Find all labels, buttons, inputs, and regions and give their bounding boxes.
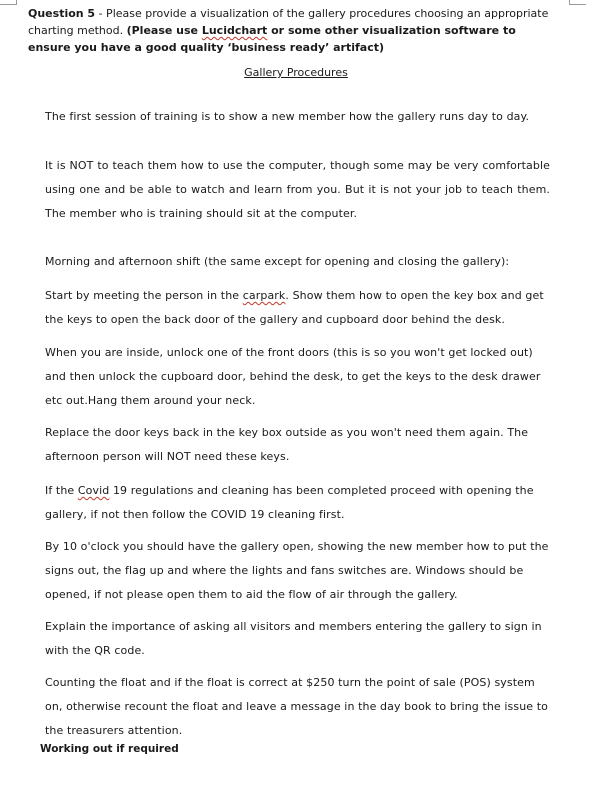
paragraph-qr-code: Explain the importance of asking all visitors and members entering the gallery to sign in with the QR code. [45,620,542,657]
page-corner-mark-left [0,0,17,5]
question-instruction-start: (Please use [126,24,202,37]
question-prompt [28,5,558,56]
paragraph-float: Counting the float and if the float is correct at $250 turn the point of sale (POS) system on, otherwise recount the float and leave a message in the day book to bring the issue to the treasurers attention. [45,676,548,737]
paragraph-covid-end: 19 regulations and cleaning has been completed proceed with opening the gallery, if not then follow the COVID 19 cleaning first. [45,484,534,521]
paragraph-covid-start: If the [45,484,78,497]
spellcheck-word-lucidchart: Lucidchart [201,24,268,37]
question-instruction-end: or some other visualization software to ensure you have a good quality ‘business ready’ artifact) [28,24,516,54]
document-title-text: Gallery Procedures [244,66,348,79]
paragraph-not-computer: It is NOT to teach them how to use the computer, though some may be very comfortable using one and be able to watch and learn from you. But it is not your job to teach them. The member who is training should sit at the computer. [45,159,550,220]
document-title [0,66,592,79]
paragraph-covid [45,479,550,527]
paragraph-inside: When you are inside, unlock one of the front doors (this is so you won't get locked out) and then unlock the cupboard door, behind the desk, to get the keys to the desk drawer etc out.Hang them around your neck. [45,346,541,407]
question-number: Question 5 [28,7,96,20]
paragraph-carpark-start: Start by meeting the person in the [45,289,243,302]
spellcheck-word-covid: Covid [77,484,110,497]
paragraph-carpark-end: . Show them how to open the key box and get the keys to open the back door of the gallery and cupboard door behind the desk. [45,289,544,326]
paragraph-shift-heading: Morning and afternoon shift (the same except for opening and closing the gallery): [45,255,510,268]
question-text: - Please provide a visualization of the gallery procedures choosing an appropriate charting method. [28,7,549,37]
paragraph-first-session: The first session of training is to show a new member how the gallery runs day to day. [45,110,530,123]
spellcheck-word-carpark: carpark [242,289,286,302]
paragraph-replace-keys: Replace the door keys back in the key box outside as you won't need them again. The afternoon person will NOT need these keys. [45,426,529,463]
page-corner-mark-right [569,0,586,5]
paragraph-carpark [45,284,550,332]
working-out-label: Working out if required [40,743,179,755]
paragraph-ten-oclock: By 10 o'clock you should have the gallery open, showing the new member how to put the signs out, the flag up and where the lights and fans switches are. Windows should be opened, if not please open them to aid the flow of air through the gallery. [45,540,549,601]
